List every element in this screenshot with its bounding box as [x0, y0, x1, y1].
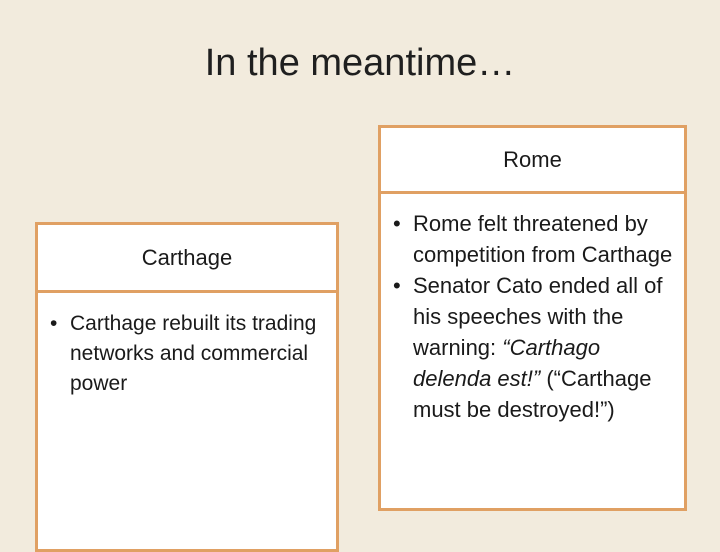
latin-quote: “Carthago delenda est!”: [413, 335, 601, 391]
slide-title: In the meantime…: [204, 42, 516, 84]
rome-bullet-1: • Rome felt threatened by competition from Carthage: [381, 208, 676, 270]
rome-header: Rome: [381, 128, 684, 194]
carthage-bullet-1: • Carthage rebuilt its trading networks and commercial power: [38, 309, 336, 399]
rome-panel: [378, 125, 687, 511]
rome-bullet-2-text: Senator Cato ended all of his speeches with the warning:: [413, 273, 663, 360]
carthage-bullet-list: [38, 309, 336, 399]
rome-bullet-list: [381, 208, 684, 425]
carthage-header: Carthage: [38, 225, 336, 293]
carthage-panel: [35, 222, 339, 552]
english-translation: (“Carthage must be destroyed!”): [413, 366, 652, 422]
rome-bullet-2: [381, 270, 676, 425]
